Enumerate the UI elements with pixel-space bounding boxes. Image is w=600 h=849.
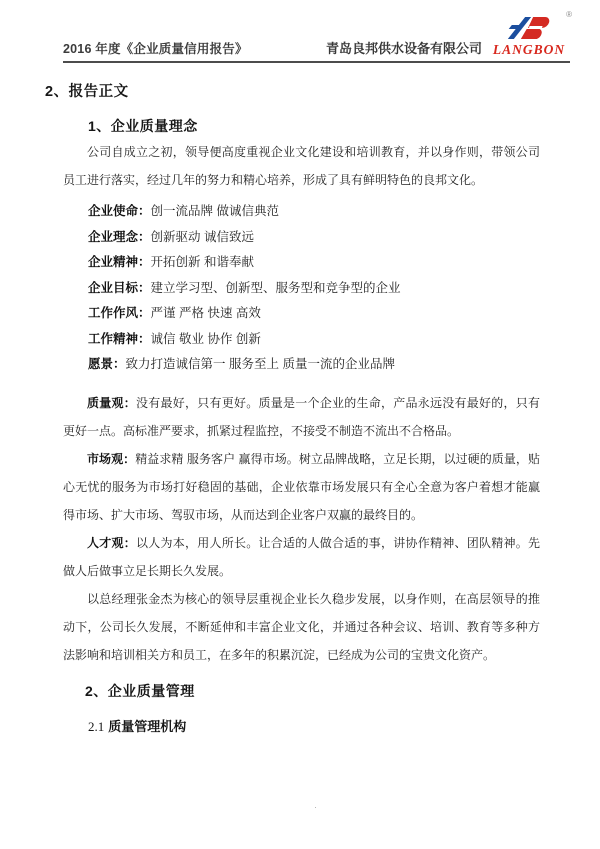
header-report-title: 2016 年度《企业质量信用报告》 xyxy=(63,42,248,56)
market-view-paragraph xyxy=(63,445,540,529)
paragraph-label: 人才观： xyxy=(87,535,136,550)
list-item xyxy=(88,225,540,251)
value-text: 诚信 敬业 协作 创新 xyxy=(150,331,261,346)
heading-number: 2.1 xyxy=(88,718,105,734)
value-text: 严谨 严格 快速 高效 xyxy=(150,306,261,320)
subsection-title-quality-management-org xyxy=(88,716,540,735)
report-body xyxy=(45,80,540,735)
page-header xyxy=(63,0,570,63)
list-item xyxy=(88,199,540,225)
langbon-logo-icon xyxy=(500,10,572,42)
value-label: 企业精神： xyxy=(88,255,151,269)
paragraph-text: 以人为本，用人所长。让合适的人做合适的事，讲协作精神、团队精神。先做人后做事立足长期长久发展。 xyxy=(63,535,540,578)
corporate-values-list xyxy=(88,199,540,378)
header-company-name: 青岛良邦供水设备有限公司 xyxy=(325,41,482,56)
list-item xyxy=(88,276,540,302)
value-text: 创一流品牌 做诚信典范 xyxy=(150,204,279,218)
talent-view-paragraph xyxy=(63,529,540,585)
list-item xyxy=(88,327,540,353)
intro-paragraph: 公司自成立之初，领导便高度重视企业文化建设和培训教育，并以身作则，带领公司员工进行落实，经过几年的努力和精心培养，形成了具有鲜明特色的良邦文化。 xyxy=(63,145,540,187)
paragraph-label: 市场观： xyxy=(87,451,136,466)
value-label: 企业使命： xyxy=(88,204,151,218)
value-text: 建立学习型、创新型、服务型和竞争型的企业 xyxy=(150,280,401,295)
value-label: 工作精神： xyxy=(88,331,151,346)
value-label: 企业理念： xyxy=(88,229,151,244)
value-label: 企业目标： xyxy=(88,280,151,295)
value-label: 工作作风： xyxy=(88,306,151,320)
langbon-logo-text: LANGBON xyxy=(492,42,566,57)
closing-paragraph: 以总经理张金杰为核心的领导层重视企业长久稳步发展，以身作则，在高层领导的推动下，公司长久发展，不断延伸和丰富企业文化，并通过各种会议、培训、教育等多种方法影响和培训相关方和员工，在多年的积累沉淀，已经成为公司的宝贵文化资产。 xyxy=(63,591,540,662)
value-label: 愿景： xyxy=(88,357,126,371)
registered-trademark-icon: ® xyxy=(566,10,572,19)
paragraph-text: 没有最好，只有更好。质量是一个企业的生命，产品永远没有最好的，只有更好一点。高标准严要求，抓紧过程监控，不接受不制造不流出不合格品。 xyxy=(63,395,540,438)
value-text: 创新驱动 诚信致远 xyxy=(150,229,254,244)
value-text: 致力打造诚信第一 服务至上 质量一流的企业品牌 xyxy=(125,357,395,371)
paragraph-text: 精益求精 服务客户 赢得市场。树立品牌战略，立足长期，以过硬的质量，贴心无忧的服务为市场打好稳固的基础，企业依靠市场发展只有全心全意为客户着想才能赢得市场、扩大市场、驾驭市场，从而达到企业客户双赢的最终目的。 xyxy=(63,451,540,522)
list-item xyxy=(88,250,540,276)
subsection-title-quality-management: 2、企业质量管理 xyxy=(85,682,195,699)
list-item xyxy=(88,301,540,327)
quality-view-paragraph xyxy=(63,389,540,445)
list-item xyxy=(88,352,540,378)
page-footer-mark: · xyxy=(314,802,317,812)
company-logo xyxy=(488,10,572,58)
subsection-title-quality-philosophy: 1、企业质量理念 xyxy=(88,118,198,134)
heading-text: 质量管理机构 xyxy=(108,718,187,734)
value-text: 开拓创新 和谐奉献 xyxy=(150,255,254,269)
paragraph-label: 质量观： xyxy=(87,395,136,410)
section-title-report-main: 2、报告正文 xyxy=(45,84,129,100)
views-paragraphs xyxy=(63,389,540,585)
